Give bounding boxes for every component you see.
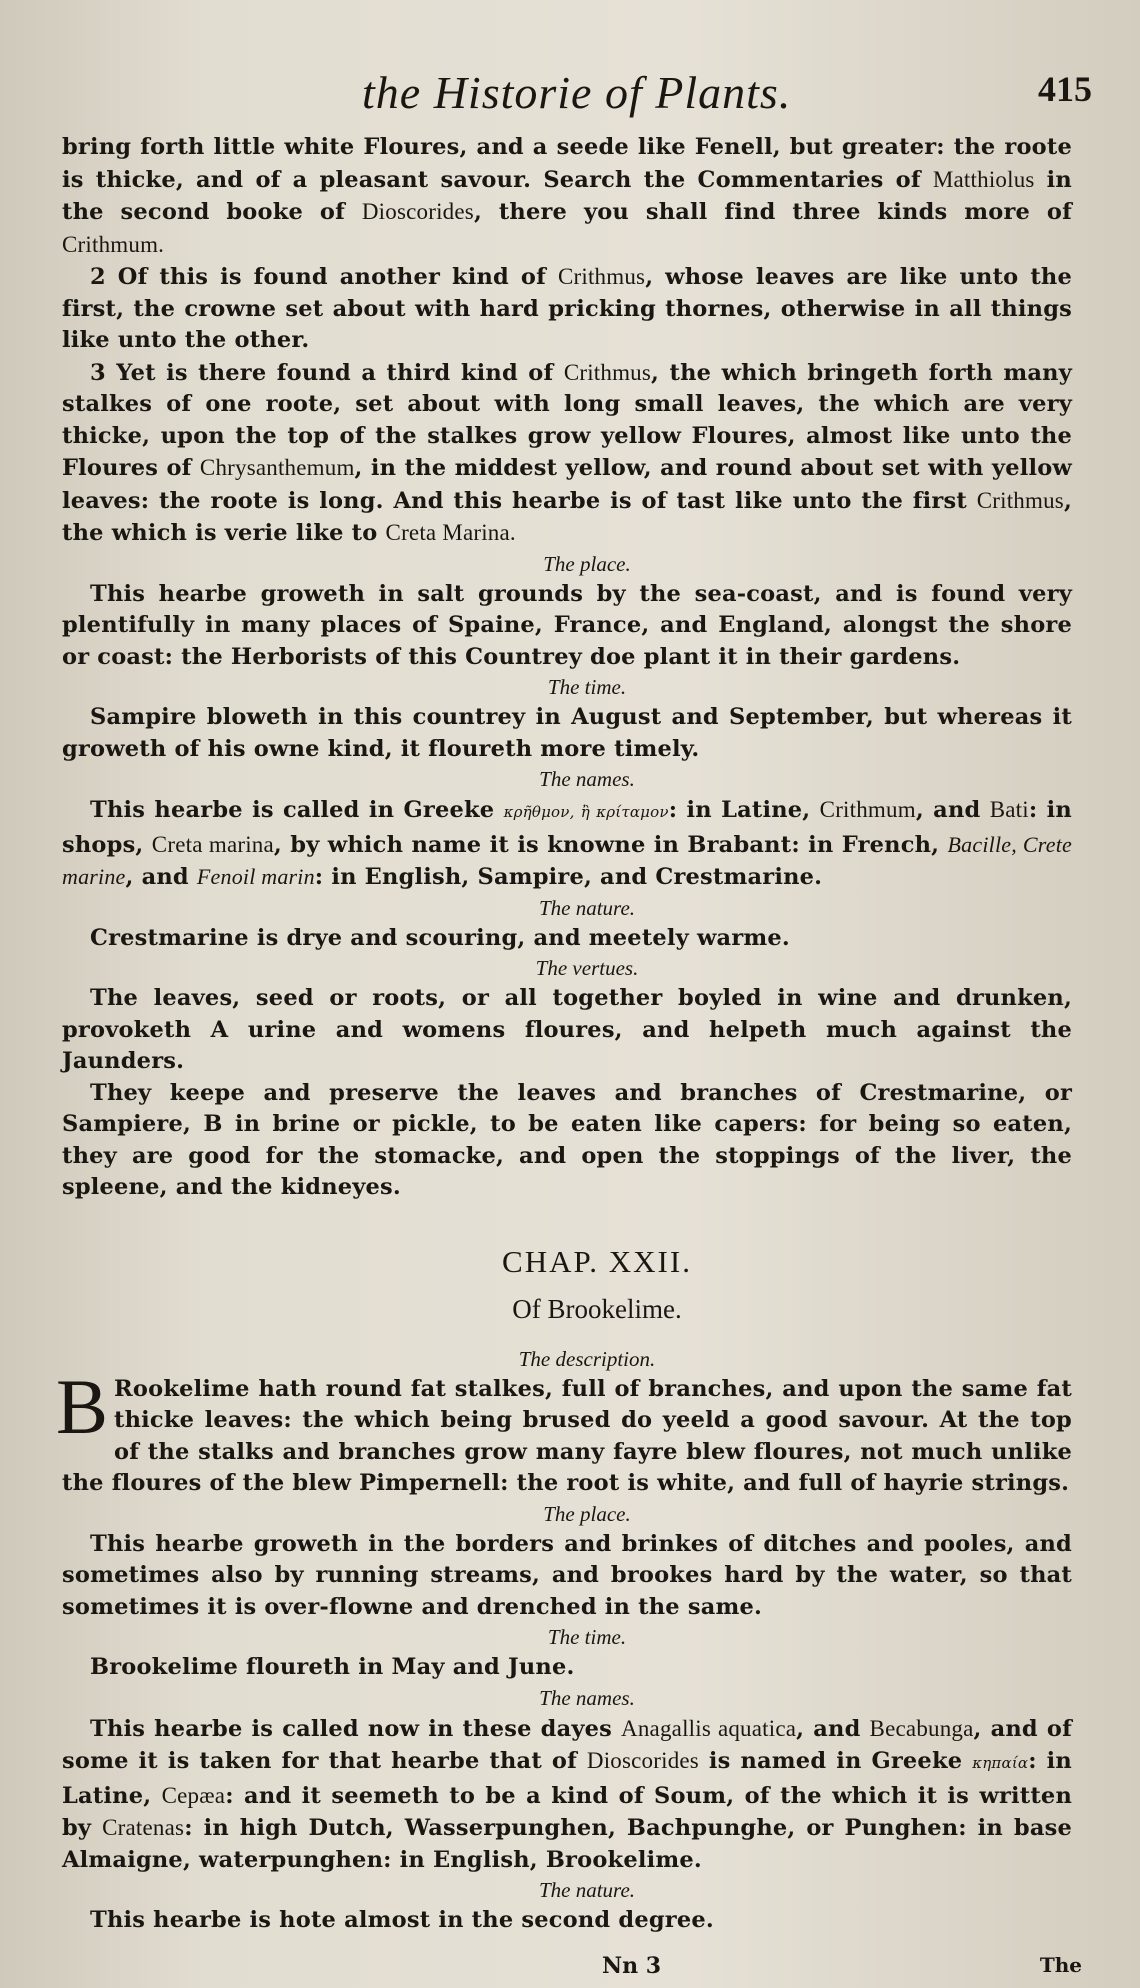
catchword: The [1039,1952,1082,1977]
book-page [56,60,1092,1979]
paragraph-vertues-b [62,1078,1072,1204]
text-run: This hearbe groweth in the borders and brinkes of ditches and pooles, and sometimes also by running streams, and brookes hard by the water, so that sometimes it is over-flowne and drenched in the same. [62,1530,1072,1620]
text-run: This hearbe is hote almost in the second degree. [90,1907,714,1933]
text-run: , and [125,864,197,890]
text-run: : in shops, [62,797,1072,858]
text-run: , and of some it is taken for that hearbe that of [62,1715,1072,1774]
subheading-nature-2: The nature. [538,1878,636,1902]
paragraph-brookelime-description [62,1374,1072,1500]
paragraph-nature [62,923,1072,955]
drop-cap: B [56,1362,109,1450]
paragraph-crithmus-second-kind [62,261,1072,357]
subheading-names-2: The names. [539,1685,635,1710]
paragraph-place-2 [62,1529,1072,1624]
italic-term: Bacille, Crete marine [62,831,1072,889]
italic-term: Fenoil marin [196,864,315,889]
subheading-names: The names. [539,767,635,791]
subheading-nature: The nature. [538,895,636,920]
paragraph-time [62,702,1072,765]
text-run: Rookelime hath round fat stalkes, full of branches, and upon the same fat thicke leaves: the which being brused do yeeld a good savour. At the top of the stalks and branches grow many fayre blew floures, not much unlike the floures of the blew Pimpernell: the root is white, and full of hayrie strings. [62,1375,1072,1496]
roman-term: Chrysanthemum [199,455,355,480]
subheading-time: The time. [547,675,627,699]
paragraph-nature-2 [62,1905,1072,1937]
text-run: : in English, Sampire, and Crestmarine. [314,864,823,890]
roman-term: Creta Marina. [385,520,516,545]
text-run: , and [796,1715,870,1742]
signature-mark: Nn 3 [602,1952,662,1979]
text-run: This hearbe is called in Greeke [90,797,504,823]
text-run: , whose leaves are like unto the first, the crowne set about with hard pricking thornes, otherwise in all things like unto the other. [62,264,1072,353]
chapter-number: CHAP. XXII. [502,1243,692,1279]
text-run: bring forth little white Floures, and a seede like Fenell, but greater: the roote is thicke, and of a pleasant savour. Search the Commentaries of [62,134,1072,193]
text-run: This hearbe is called now in these dayes [90,1715,622,1742]
text-run: : in high Dutch, Wasserpunghen, Bachpunghe, or Punghen: in base Almaigne, waterpunghen: in English, Brookelime. [62,1815,1072,1873]
roman-term: Dioscorides [361,199,474,224]
roman-term: Crithmus [563,359,652,385]
page-number: 415 [1038,69,1092,109]
text-run: : and it seemeth to be a kind of Soum, of the which it is written by [62,1782,1072,1841]
text-run: , by which name it is knowne in Brabant: in French, [273,831,948,858]
paragraph-time-2 [62,1652,1072,1684]
roman-term: Crithmum [819,797,916,822]
paragraph-crithmus-third-kind [62,357,1072,550]
text-run: : in Latine, [62,1748,1072,1809]
text-run: : in Latine, [668,797,820,823]
roman-term: Dioscorides [586,1748,699,1773]
paragraph-crithmum-description [62,132,1072,261]
roman-term: Matthiolus [932,166,1035,192]
subheading-place-2: The place. [543,1501,631,1526]
text-run: Crestmarine is drye and scouring, and meetely warme. [90,924,790,951]
text-run: , and [915,797,990,823]
greek-term: κηπαία [972,1754,1029,1772]
subheading-time-2: The time. [547,1625,627,1649]
text-run: The leaves, seed or roots, or all together boyled in wine and drunken, provoketh A urine and womens floures, and helpeth much against the Jaunders. [62,985,1072,1074]
text-run: is named in Greeke [698,1748,973,1774]
roman-term: Becabunga [869,1715,974,1741]
roman-term: Crithmum. [62,231,165,257]
roman-term: Crithmus [976,487,1064,513]
description-block [56,1362,1072,1500]
running-title: the Historie of Plants. [362,67,792,118]
roman-term: Crithmus [557,264,646,289]
subheading-place: The place. [543,551,631,576]
subheading-vertues: The vertues. [535,956,639,980]
text-run: in the second booke of [62,166,1072,225]
text-run: , in the middest yellow, and round about set with yellow leaves: the roote is long. And this hearbe is of tast like unto the first [62,455,1072,514]
running-head [62,60,1092,132]
text-run: , there you shall find three kinds more of [473,199,1072,225]
text-run: They keepe and preserve the leaves and branches of Crestmarine, or Sampiere, B in brine or pickle, to be eaten like capers: for being so eaten, they are good for the stomacke, and open the stoppings of the liver, the spleene, and the kidneyes. [62,1079,1072,1200]
text-run: Brookelime floureth in May and June. [90,1654,575,1680]
roman-term: Cepæa [161,1782,226,1808]
paragraph-place [62,579,1072,674]
text-run: , the which is verie like to [62,487,1072,546]
text-run: 2 Of this is found another kind of [90,264,558,290]
roman-term: Bati [989,797,1029,822]
greek-term: κρῆθμον, ἢ κρίταμον [503,803,669,821]
roman-term: Anagallis aquatica [621,1715,797,1741]
roman-term: Cratenas [102,1815,185,1840]
text-run: This hearbe groweth in salt grounds by the sea-coast, and is found very plentifully in many places of Spaine, France, and England, alongst the shore or coast: the Herborists of this Countrey doe plant it in their gardens. [62,580,1072,670]
paragraph-vertues-a [62,983,1072,1078]
chapter-title: Of Brookelime. [512,1293,682,1324]
paragraph-names-2 [62,1713,1072,1877]
text-run: 3 Yet is there found a third kind of [90,359,564,386]
subheading-description: The description. [518,1346,656,1371]
text-run: Sampire bloweth in this countrey in August and September, but whereas it groweth of his owne kind, it floureth more timely. [62,704,1072,762]
paragraph-names [62,794,1072,894]
roman-term: Creta marina [151,831,274,857]
text-run: , the which bringeth forth many stalkes of one roote, set about with long small leaves, the which are very thicke, upon the top of the stalkes grow yellow Floures, almost like unto the Floures of [62,359,1072,481]
